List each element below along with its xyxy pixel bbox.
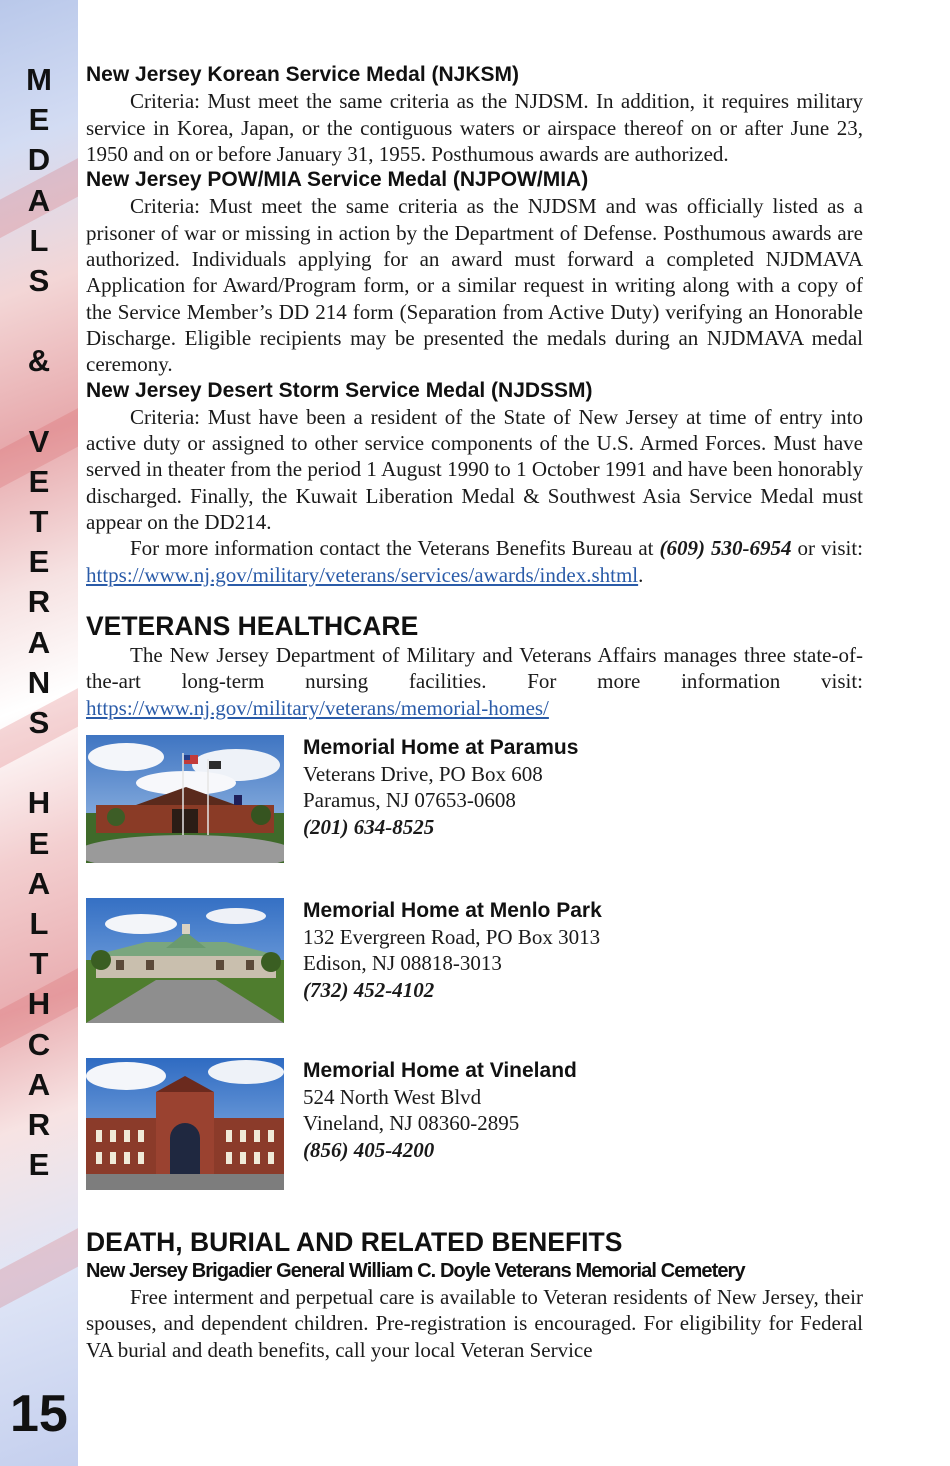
medal-njdssm xyxy=(86,378,863,588)
bureau-phone: (609) 530-6954 xyxy=(659,536,792,561)
vineland-info xyxy=(303,1058,577,1163)
healthcare-intro xyxy=(86,642,863,721)
side-banner-letter: H xyxy=(27,986,51,1022)
paramus-info xyxy=(303,735,578,840)
side-banner-letter: N xyxy=(27,664,51,700)
healthcare-heading: VETERANS HEALTHCARE xyxy=(86,610,419,641)
home-address-line2: Paramus, NJ 07653-0608 xyxy=(303,788,516,813)
medal-title: New Jersey Desert Storm Service Medal (NJDSSM) xyxy=(86,378,593,402)
side-banner-letter: S xyxy=(28,262,50,298)
side-banner-letter xyxy=(0,301,78,341)
side-banner-letter xyxy=(0,743,78,783)
side-banner-letter: & xyxy=(27,343,51,379)
contact-suffix: . xyxy=(638,562,644,587)
side-banner-letter: A xyxy=(27,182,51,218)
vineland-photo xyxy=(86,1058,284,1190)
medal-criteria: Criteria: Must meet the same criteria as the NJDSM. In addition, it requires military service in Korea, Japan, or the contiguous waters or airspace thereof on or after June 23, 1950 and on or before January 31, 1955. Posthumous awards are authorized. xyxy=(86,89,863,166)
home-phone: (856) 405-4200 xyxy=(303,1137,435,1162)
side-banner-letter: T xyxy=(29,504,49,540)
page-content xyxy=(86,62,863,1363)
veterans-healthcare xyxy=(86,610,863,1190)
medal-title: New Jersey POW/MIA Service Medal (NJPOW/MIA) xyxy=(86,168,589,192)
menlo-park-photo xyxy=(86,898,284,1023)
death-burial-benefits xyxy=(86,1226,863,1363)
home-address-line1: 524 North West Blvd xyxy=(303,1085,482,1110)
cemetery-text: Free interment and perpetual care is available to Veteran residents of New Jersey, their spouses, and dependent children. Pre-registration is encouraged. For eligibility for Federal VA burial and death benefits, call your local Veteran Service xyxy=(86,1285,863,1362)
side-banner-letter: E xyxy=(28,463,50,499)
medal-criteria: Criteria: Must meet the same criteria as the NJDSM and was officially listed as a prisoner of war or missing in action by the Department of Defense. Posthumous awards are authorized. Individuals applying for an award must forward a completed NJDMAVA Application for Award/Program form, or a similar request in writing along with a copy of the Service Member’s DD 214 form (Separation from Active Duty) verifying an Honorable Discharge. Eligible recipients may be presented the medals during an NJDMAVA medal ceremony. xyxy=(86,194,863,377)
menlo-park-info xyxy=(303,898,602,1003)
paramus-photo xyxy=(86,735,284,863)
memorial-home-menlo-park xyxy=(86,898,863,1023)
cemetery-heading: New Jersey Brigadier General William C. Doyle Veterans Memorial Cemetery xyxy=(86,1259,745,1282)
page-number: 15 xyxy=(10,1385,68,1443)
side-banner-letter: V xyxy=(28,423,50,459)
side-banner-letter: R xyxy=(27,1106,51,1142)
side-banner-letter: T xyxy=(29,946,49,982)
side-banner-letter: E xyxy=(28,544,50,580)
side-banner-letter: L xyxy=(29,222,49,258)
side-banner-letter: H xyxy=(27,785,51,821)
memorial-home-vineland xyxy=(86,1058,863,1190)
side-banner-letter: D xyxy=(27,142,51,178)
home-address-line2: Edison, NJ 08818-3013 xyxy=(303,951,502,976)
memorial-home-paramus xyxy=(86,735,863,863)
side-banner-letter: E xyxy=(28,1147,50,1183)
medal-title: New Jersey Korean Service Medal (NJKSM) xyxy=(86,63,520,86)
medal-njpow-mia xyxy=(86,167,863,377)
contact-paragraph xyxy=(86,535,863,588)
medal-criteria: Criteria: Must have been a resident of the State of New Jersey at time of entry into active duty or assigned to other service components of the U.S. Armed Forces. Must have served in theater from the period 1 August 1990 to 1 October 1991 and have been honorably discharged. Finally, the Kuwait Liberation Medal & Southwest Asia Service Medal must appear on the DD214. xyxy=(86,404,863,535)
side-banner-letter: M xyxy=(26,62,52,97)
contact-mid: or visit: xyxy=(791,536,863,561)
memorial-homes-link[interactable]: https://www.nj.gov/military/veterans/memorial-homes/ xyxy=(86,695,549,720)
home-phone: (201) 634-8525 xyxy=(303,814,435,839)
side-banner-letter: C xyxy=(27,1026,51,1062)
side-banner-letter: E xyxy=(28,825,50,861)
side-banner-letter: A xyxy=(27,865,51,901)
home-address-line1: Veterans Drive, PO Box 608 xyxy=(303,762,543,787)
healthcare-intro-text: The New Jersey Department of Military and Veterans Affairs manages three state-of-the-art long-term nursing facilities. For more information visit: xyxy=(86,642,863,694)
medal-njksm xyxy=(86,62,863,167)
death-burial-heading: DEATH, BURIAL AND RELATED BENEFITS xyxy=(86,1226,623,1257)
side-banner-letter xyxy=(0,382,78,422)
side-banner-letter: R xyxy=(27,584,51,620)
side-banner-letter: A xyxy=(27,1066,51,1102)
home-address-line2: Vineland, NJ 08360-2895 xyxy=(303,1111,520,1136)
home-name: Memorial Home at Menlo Park xyxy=(303,898,602,922)
side-banner-letter: A xyxy=(27,624,51,660)
side-banner-title xyxy=(0,60,78,1185)
side-banner-letter: E xyxy=(28,102,50,138)
contact-prefix: For more information contact the Veterans Benefits Bureau at xyxy=(130,536,660,561)
side-banner xyxy=(0,0,78,1466)
side-banner-letter: S xyxy=(28,705,50,740)
home-address-line1: 132 Evergreen Road, PO Box 3013 xyxy=(303,925,601,950)
awards-link[interactable]: https://www.nj.gov/military/veterans/services/awards/index.shtml xyxy=(86,562,639,587)
home-name: Memorial Home at Vineland xyxy=(303,1058,577,1082)
home-name: Memorial Home at Paramus xyxy=(303,735,579,759)
home-phone: (732) 452-4102 xyxy=(303,977,435,1002)
side-banner-letter: L xyxy=(29,905,49,941)
